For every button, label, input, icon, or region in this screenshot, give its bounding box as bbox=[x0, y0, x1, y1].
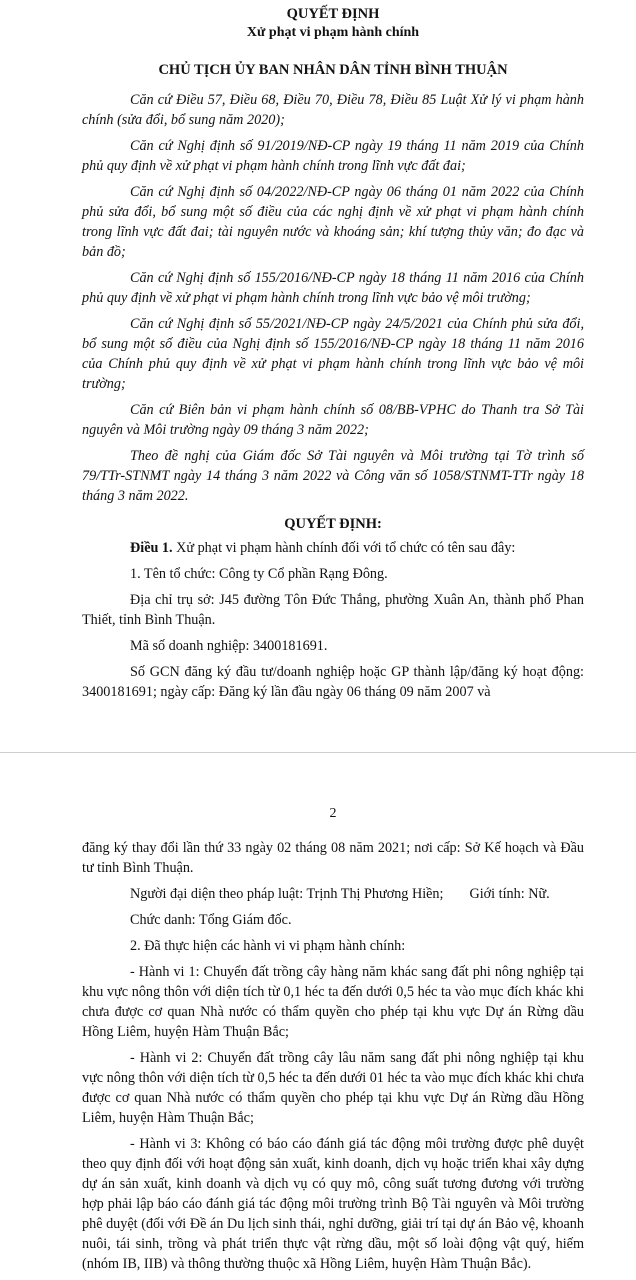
document-title: QUYẾT ĐỊNH bbox=[286, 6, 380, 22]
registration-info-part2: đăng ký thay đổi lần thứ 33 ngày 02 tháng 08 năm 2021; nơi cấp: Sở Kế hoạch và Đầu tư tỉnh Bình Thuận. bbox=[82, 840, 584, 876]
article-1-label: Điều 1. bbox=[130, 540, 173, 556]
legal-basis: Căn cứ Điều 57, Điều 68, Điều 70, Điều 78, Điều 85 Luật Xử lý vi phạm hành chính (sửa đổi, bổ sung năm 2020); bbox=[82, 92, 584, 128]
violation-act: - Hành vi 2: Chuyển đất trồng cây lâu năm sang đất phi nông nghiệp tại khu vực nông thôn với diện tích từ 0,5 héc ta đến dưới 01 héc ta vào mục đích khác khi chưa được cơ quan Nhà nước có thẩm quyền cho phép tại khu vực Dự án Rừng dầu Hồng Liêm, huyện Hàm Thuận Bắc; bbox=[82, 1050, 584, 1126]
document-subtitle: Xử phạt vi phạm hành chính bbox=[246, 25, 420, 40]
position: Chức danh: Tổng Giám đốc. bbox=[130, 912, 292, 928]
gender: Giới tính: Nữ. bbox=[469, 886, 550, 902]
legal-basis: Căn cứ Biên bản vi phạm hành chính số 08/BB-VPHC do Thanh tra Sở Tài nguyên và Môi trường ngày 09 tháng 3 năm 2022; bbox=[82, 402, 584, 438]
document-body-page-2 bbox=[0, 804, 636, 1274]
article-1-text: Xử phạt vi phạm hành chính đối với tổ chức có tên sau đây: bbox=[172, 540, 516, 556]
legal-basis: Căn cứ Nghị định số 155/2016/NĐ-CP ngày 18 tháng 11 năm 2016 của Chính phủ quy định về xử phạt vi phạm hành chính trong lĩnh vực bảo vệ môi trường; bbox=[82, 270, 584, 306]
legal-basis: Căn cứ Nghị định số 91/2019/NĐ-CP ngày 19 tháng 11 năm 2019 của Chính phủ quy định về xử phạt vi phạm hành chính trong lĩnh vực đất đai; bbox=[82, 138, 584, 174]
violation-act: - Hành vi 1: Chuyển đất trồng cây hàng năm khác sang đất phi nông nghiệp tại khu vực nông thôn với diện tích từ 0,1 héc ta đến dưới 0,5 héc ta vào mục đích khác khi chưa được cơ quan Nhà nước có thẩm quyền cho phép tại khu vực Dự án Rừng dầu Hồng Liêm, huyện Hàm Thuận Bắc; bbox=[82, 964, 584, 1040]
page-number: 2 bbox=[329, 806, 337, 821]
issuing-authority: CHỦ TỊCH ỦY BAN NHÂN DÂN TỈNH BÌNH THUẬN bbox=[158, 62, 508, 78]
legal-basis: Căn cứ Nghị định số 04/2022/NĐ-CP ngày 06 tháng 01 năm 2022 của Chính phủ sửa đổi, bổ sung một số điều của các nghị định về xử phạt vi phạm hành chính trong lĩnh vực đất đai; tài nguyên nước và khoáng sản; khí tượng thủy văn; đo đạc và bản đồ; bbox=[82, 184, 584, 260]
legal-basis: Theo đề nghị của Giám đốc Sở Tài nguyên và Môi trường tại Tờ trình số 79/TTr-STNMT ngày 14 tháng 3 năm 2022 và Công văn số 1058/STNMT-TTr ngày 18 tháng 3 năm 2022. bbox=[82, 448, 584, 504]
legal-basis: Căn cứ Nghị định số 55/2021/NĐ-CP ngày 24/5/2021 của Chính phủ sửa đổi, bổ sung một số điều của Nghị định số 155/2016/NĐ-CP ngày 18 tháng 11 năm 2016 của Chính phủ quy định về xử phạt vi phạm hành chính trong lĩnh vực bảo vệ môi trường; bbox=[82, 316, 584, 392]
violations-intro: 2. Đã thực hiện các hành vi vi phạm hành chính: bbox=[130, 938, 406, 954]
organization-address: Địa chỉ trụ sở: J45 đường Tôn Đức Thắng, phường Xuân An, thành phố Phan Thiết, tỉnh Bình Thuận. bbox=[82, 592, 584, 628]
decision-heading: QUYẾT ĐỊNH: bbox=[284, 516, 382, 532]
violation-act: - Hành vi 3: Không có báo cáo đánh giá tác động môi trường được phê duyệt theo quy định đối với hoạt động sản xuất, kinh doanh, dịch vụ hoặc triển khai xây dựng dự án sản xuất, kinh doanh và dịch vụ có quy mô, công suất tương đương với trường hợp phải lập báo cáo đánh giá tác động môi trường trình Bộ Tài nguyên và Môi trường phê duyệt (đối với Đề án Du lịch sinh thái, nghỉ dưỡng, giải trí tại dự án Bảo vệ, khoanh nuôi, tái sinh, trồng và phát triển thực vật rừng dầu, một số loài động vật quý, hiếm (nhóm IB, IIB) và thông thường thuộc xã Hồng Liêm, huyện Hàm Thuận Bắc). bbox=[82, 1136, 584, 1272]
enterprise-code: Mã số doanh nghiệp: 3400181691. bbox=[130, 638, 328, 654]
page-separator bbox=[0, 752, 636, 772]
document-page-2 bbox=[0, 772, 636, 1280]
registration-info-part1: Số GCN đăng ký đầu tư/doanh nghiệp hoặc GP thành lập/đăng ký hoạt động: 3400181691; ngày cấp: Đăng ký lần đầu ngày 06 tháng 09 năm 2007 và bbox=[82, 664, 584, 700]
article-1 bbox=[82, 538, 584, 558]
organization-name: 1. Tên tổ chức: Công ty Cổ phần Rạng Đông. bbox=[130, 566, 388, 582]
legal-representative-row bbox=[82, 884, 584, 904]
legal-representative: Người đại diện theo pháp luật: Trịnh Thị Phương Hiền; bbox=[130, 886, 444, 902]
document-body bbox=[0, 4, 636, 702]
